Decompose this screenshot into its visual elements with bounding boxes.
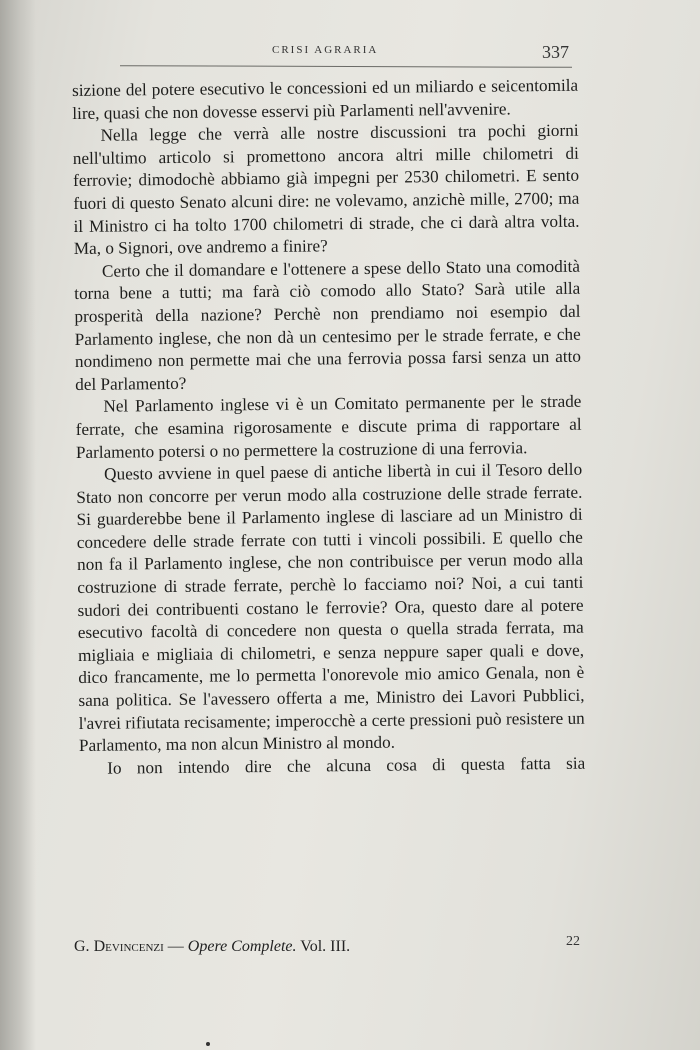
paragraph: Nel Parlamento inglese vi è un Comitato permanente per le strade ferrate, che esamina rigorosamente e discute prima di rapportare al Parlamento potersi o no permettere la costruzione di una ferrovia.: [75, 391, 582, 462]
paragraph: Questo avviene in quel paese di antiche libertà in cui il Tesoro dello Stato non concorre per verun modo alla costruzione delle strade ferrate. Si guarderebbe bene il Parlamento inglese di lasciare ad un Ministro di concedere delle strade ferrate con tutti i vincoli possibili. E quello che non fa il Parlamento inglese, che non contribuisce per verun modo alla costruzione di strade ferrate, perchè lo facciamo noi? Noi, a cui tanti sudori dei contribuenti costano le ferrovie? Ora, questo dare al potere esecutivo facoltà di concedere non questa o quella strada ferrata, ma migliaia e migliaia di chilometri, e senza neppure saper quali e dove, dico francamente, me lo permetta l'onorevole mio amico Genala, non è sana politica. Se l'avessero offerta a me, Ministro dei Lavori Pubblici, l'avrei rifiutata recisamente; imperocchè a certe pressioni può resistere un Parlamento, ma non alcun Ministro al mondo.: [76, 459, 585, 756]
body-text: [72, 75, 585, 781]
paper-speck: [206, 1042, 210, 1046]
running-head: CRISI AGRARIA: [272, 44, 379, 56]
page-number: 337: [542, 42, 569, 62]
signature-mark: 22: [566, 934, 580, 949]
work-title: Opere Complete.: [187, 938, 297, 955]
author-initial: G.: [74, 938, 90, 955]
page-gutter-shadow: [0, 0, 36, 1050]
footer-dash: —: [167, 938, 184, 955]
footer-signature: [74, 938, 350, 956]
author-name: Devincenzi: [93, 938, 164, 955]
paragraph: Nella legge che verrà alle nostre discussioni tra pochi giorni nell'ultimo articolo si promettono ancora altri mille chilometri di ferrovie; dimodochè abbiamo già impegni per 2530 chilometri. E sento fuori di questo Senato alcuni dire: ne volevamo, anzichè mille, 2700; ma il Ministro ci ha tolto 1700 chilometri di strade, che ci darà altra volta. Ma, o Signori, ove andremo a finire?: [72, 120, 580, 259]
paragraph: sizione del potere esecutivo le concessioni ed un miliardo e seicentomila lire, quasi che non dovesse esservi più Parlamenti nell'avvenire.: [72, 75, 579, 123]
paragraph: Certo che il domandare e l'ottenere a spese dello Stato una comodità torna bene a tutti; ma farà ciò comodo allo Stato? Sarà utile alla prosperità della nazione? Perchè non prendiamo noi esempio dal Parlamento inglese, che non dà un centesimo per le strade ferrate, e che nondimeno non permette mai che una ferrovia possa farsi senza un atto del Parlamento?: [74, 256, 582, 394]
volume-number: Vol. III.: [300, 938, 351, 955]
paragraph-continued: Io non intendo dire che alcuna cosa di questa fatta sia: [107, 753, 586, 778]
header-rule: [120, 65, 572, 68]
